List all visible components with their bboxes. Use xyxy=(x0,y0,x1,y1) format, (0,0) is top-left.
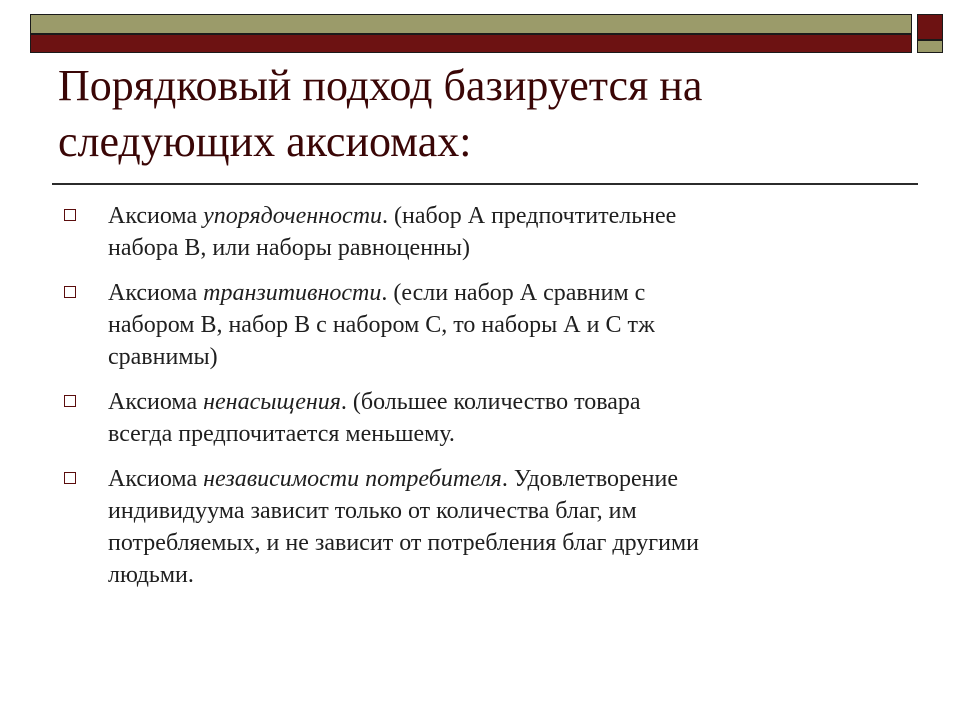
slide-title-line-1: Порядковый подход базируется на xyxy=(58,61,703,110)
bullet-item-consumer-independence xyxy=(60,463,920,591)
bullet-item-ordering xyxy=(60,200,920,264)
bullet-item-transitivity xyxy=(60,277,920,373)
bullet-text: . (если набор А сравним с xyxy=(381,280,646,306)
bullet-line: сравнимы) xyxy=(108,344,218,370)
bullet-list xyxy=(60,200,920,604)
bullet-line: набора В, или наборы равноценны) xyxy=(108,235,470,261)
bullet-term: упорядоченности xyxy=(203,203,383,229)
bullet-line: индивидуума зависит только от количества благ, им xyxy=(108,498,637,524)
bullet-line: людьми. xyxy=(108,562,194,588)
bullet-term: независимости потребителя xyxy=(203,466,502,492)
bullet-line xyxy=(108,277,920,309)
corner-square-olive xyxy=(917,40,943,53)
bullet-prefix: Аксиома xyxy=(108,389,204,415)
bullet-prefix: Аксиома xyxy=(108,203,204,229)
square-bullet-icon xyxy=(64,395,76,407)
top-band-maroon xyxy=(30,34,912,53)
square-bullet-icon xyxy=(64,286,76,298)
bullet-line: потребляемых, и не зависит от потребления благ другими xyxy=(108,530,699,556)
corner-square-maroon xyxy=(917,14,943,40)
bullet-prefix: Аксиома xyxy=(108,280,204,306)
bullet-line xyxy=(108,200,920,232)
bullet-line: всегда предпочитается меньшему. xyxy=(108,421,455,447)
title-divider xyxy=(52,183,918,185)
bullet-text: . (набор А предпочтительнее xyxy=(382,203,677,229)
bullet-prefix: Аксиома xyxy=(108,466,204,492)
bullet-text: . (большее количество товара xyxy=(340,389,641,415)
bullet-text: . Удовлетворение xyxy=(501,466,678,492)
top-band-olive xyxy=(30,14,912,34)
slide-title xyxy=(58,58,908,170)
bullet-term: транзитивности xyxy=(203,280,382,306)
bullet-term: ненасыщения xyxy=(203,389,341,415)
bullet-item-non-satiation xyxy=(60,386,920,450)
square-bullet-icon xyxy=(64,209,76,221)
bullet-line xyxy=(108,463,920,495)
slide-title-line-2: следующих аксиомах: xyxy=(58,117,472,166)
bullet-line: набором В, набор В с набором С, то наборы А и С тж xyxy=(108,312,655,338)
square-bullet-icon xyxy=(64,472,76,484)
bullet-line xyxy=(108,386,920,418)
